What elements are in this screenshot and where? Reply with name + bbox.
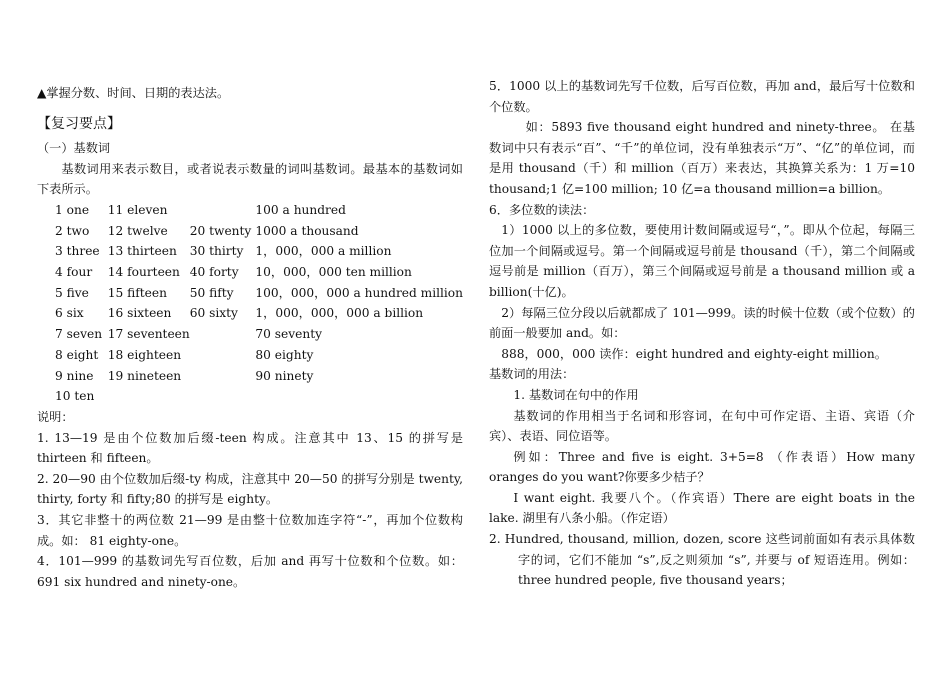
table-cell: 8 eight bbox=[55, 347, 99, 362]
table-cell: 1，000，000 a million bbox=[255, 244, 392, 259]
table-row bbox=[55, 303, 463, 324]
table-row bbox=[55, 262, 463, 283]
table-cell bbox=[190, 345, 256, 366]
review-points-heading: 【复习要点】 bbox=[37, 115, 121, 132]
table-row bbox=[55, 324, 463, 345]
table-cell bbox=[190, 200, 256, 221]
notes-label: 说明： bbox=[37, 410, 74, 424]
table-row bbox=[55, 386, 463, 407]
table-cell: 60 sixty bbox=[189, 306, 238, 321]
table-cell: 2 two bbox=[55, 223, 90, 238]
usage-example-2: I want eight. 我要八个。（作宾语）There are eight boats in the lake. 湖里有八条小船。（作定语） bbox=[489, 490, 915, 526]
note-3: 3．其它非整十的两位数 21—99 是由整十位数加连字符“-”，再加个位数构成。如： 81 eighty-one。 bbox=[37, 512, 463, 548]
table-cell bbox=[190, 366, 256, 387]
table-cell: 12 twelve bbox=[107, 223, 168, 238]
note-1: 1. 13—19 是由个位数加后缀-teen 构成。注意其中 13、15 的拼写是 thirteen 和 fifteen。 bbox=[37, 430, 463, 466]
table-cell: 100，000，000 a hundred million bbox=[255, 285, 463, 300]
table-cell: 1，000，000，000 a billion bbox=[255, 306, 424, 321]
rule-5-example: 如：5893 five thousand eight hundred and ninety-three。 在基数词中只有表示“百”、“千”的单位词，没有单独表示“万”、“亿”的单位词，而是用 thousand（千）和 million（百万）来表达，其换算关系为：1 万=10 thousand;1 亿=100 million; 10 亿=a thousand million=a billion。 bbox=[489, 120, 915, 196]
usage-heading: 基数词的用法： bbox=[489, 367, 575, 382]
table-row bbox=[55, 221, 463, 242]
table-cell: 15 fifteen bbox=[107, 285, 167, 300]
note-2: 2. 20—90 由个位数加后缀-ty 构成，注意其中 20—50 的拼写分别是 twenty, thirty, forty 和 fifty;80 的拼写是 eighty。 bbox=[37, 471, 463, 507]
table-cell: 11 eleven bbox=[107, 202, 168, 217]
table-row bbox=[55, 241, 463, 262]
table-row bbox=[55, 200, 463, 221]
table-cell: 18 eighteen bbox=[107, 347, 182, 362]
table-cell: 17 seventeen bbox=[107, 327, 190, 342]
table-cell: 1000 a thousand bbox=[255, 223, 359, 238]
table-cell bbox=[108, 386, 190, 407]
cardinal-intro: 基数词用来表示数目，或者说表示数量的词叫基数词。最基本的基数词如下表所示。 bbox=[37, 161, 463, 197]
table-cell: 3 three bbox=[55, 244, 100, 259]
table-cell bbox=[255, 386, 463, 407]
table-cell: 1 one bbox=[55, 202, 90, 217]
usage-1-text: 基数词的作用相当于名词和形容词，在句中可作定语、主语、宾语（介宾）、表语、同位语等。 bbox=[489, 408, 915, 444]
left-column bbox=[37, 0, 463, 592]
table-cell: 5 five bbox=[55, 285, 89, 300]
right-column bbox=[489, 0, 915, 591]
table-cell: 19 nineteen bbox=[107, 368, 182, 383]
table-cell bbox=[190, 386, 256, 407]
table-cell: 16 sixteen bbox=[107, 306, 172, 321]
table-cell: 20 twenty bbox=[189, 223, 252, 238]
table-cell: 10 ten bbox=[55, 389, 95, 404]
table-cell bbox=[190, 324, 256, 345]
usage-1-heading: 1. 基数词在句中的作用 bbox=[513, 387, 639, 402]
table-cell: 80 eighty bbox=[255, 347, 314, 362]
table-cell: 9 nine bbox=[55, 368, 94, 383]
rule-6-heading: 6．多位数的读法： bbox=[489, 202, 595, 217]
table-cell: 50 fifty bbox=[189, 285, 234, 300]
table-row bbox=[55, 366, 463, 387]
table-cell: 100 a hundred bbox=[255, 202, 346, 217]
rule-5: 5．1000 以上的基数词先写千位数，后写百位数，再加 and，最后写十位数和个位数。 bbox=[489, 79, 915, 114]
rule-6-2: 2）每隔三位分段以后就都成了 101—999。读的时候十位数（或个位数）的前面一般要加 and。如： bbox=[489, 305, 915, 341]
usage-example-1: 例如：Three and five is eight. 3+5=8 （作表语）How many oranges do you want?你要多少桔子？ bbox=[489, 449, 915, 485]
cardinal-number-table bbox=[55, 200, 463, 407]
table-cell: 6 six bbox=[55, 306, 84, 321]
objective-line: ▲掌握分数、时间、日期的表达法。 bbox=[37, 86, 230, 100]
table-cell: 70 seventy bbox=[255, 327, 323, 342]
table-cell: 40 forty bbox=[189, 265, 239, 280]
table-cell: 13 thirteen bbox=[107, 244, 177, 259]
table-row bbox=[55, 345, 463, 366]
table-row bbox=[55, 283, 463, 304]
table-cell: 90 ninety bbox=[255, 368, 314, 383]
table-cell: 14 fourteen bbox=[107, 265, 180, 280]
rule-6-1: 1）1000 以上的多位数，要使用计数间隔或逗号“，”。即从个位起，每隔三位加一个间隔或逗号。第一个间隔或逗号前是 thousand（千），第二个间隔或逗号前是 million（百万），第三个间隔或逗号前是 a thousand million 或 a billion(十亿)。 bbox=[489, 223, 915, 299]
rule-6-example: 888，000，000 读作：eight hundred and eighty-eight million。 bbox=[501, 346, 887, 361]
usage-2: 2. Hundred, thousand, million, dozen, score 这些词前面如有表示具体数字的词，它们不能加 “s”,反之则须加 “s”, 并要与 of 短语连用。例如：three hundred people, five thousand years； bbox=[489, 532, 915, 588]
note-4: 4．101—999 的基数词先写百位数，后加 and 再写十位数和个位数。如：691 six hundred and ninety-one。 bbox=[37, 554, 463, 589]
table-cell: 10，000，000 ten million bbox=[255, 265, 412, 280]
table-cell: 4 four bbox=[55, 265, 93, 280]
table-cell: 7 seven bbox=[55, 327, 103, 342]
table-cell: 30 thirty bbox=[189, 244, 244, 259]
section-heading-cardinal: （一）基数词 bbox=[37, 141, 111, 156]
